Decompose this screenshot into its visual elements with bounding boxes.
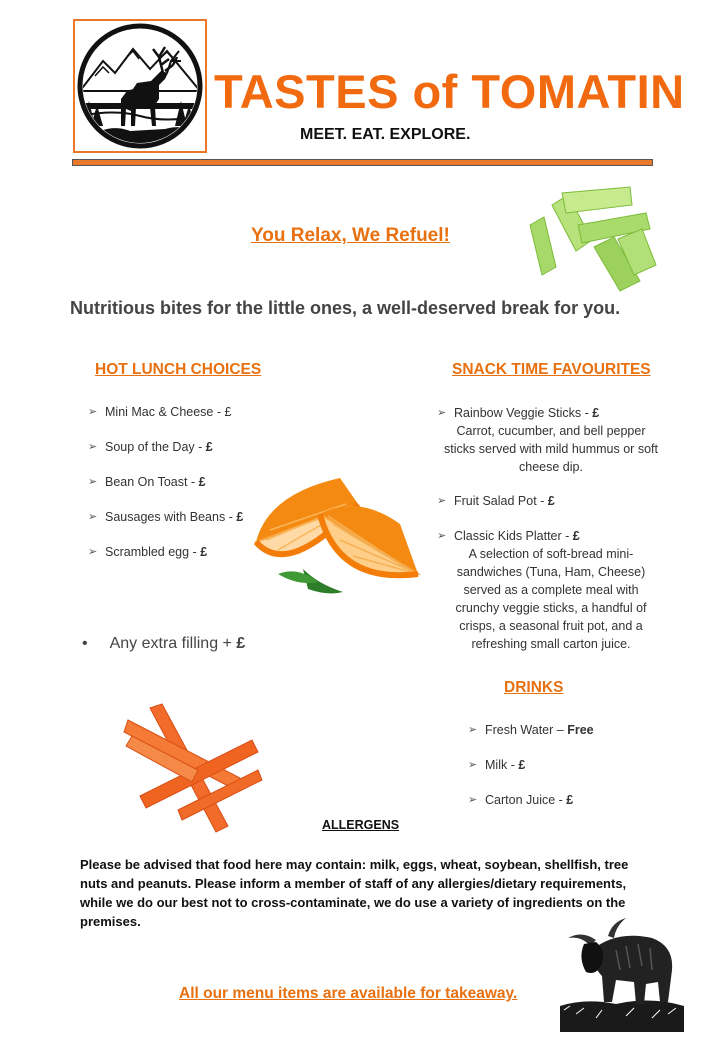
arrow-bullet-icon: ➢ — [88, 441, 98, 453]
brand-title: TASTES of TOMATIN — [214, 65, 685, 118]
arrow-bullet-icon: ➢ — [468, 759, 478, 771]
list-item: ➢ Milk - £ — [468, 758, 526, 772]
arrow-bullet-icon: ➢ — [437, 495, 447, 507]
allergens-heading: ALLERGENS — [322, 818, 400, 832]
header-divider — [72, 159, 653, 166]
snack-item: ➢ Classic Kids Platter - £ A selection of soft-bread mini-sandwiches (Tuna, Ham, Cheese) served as a complete meal with crunchy veggie sticks, a handful of crisps, a seasonal fruit pot, and a refreshing small carton juice. — [437, 527, 659, 653]
carrot-sticks-image — [118, 700, 268, 840]
bullet-dot-icon: • — [82, 635, 88, 652]
snack-description: A selection of soft-bread mini-sandwiches (Tuna, Ham, Cheese) served as a complete meal with crunchy veggie sticks, a handful of crisps, a seasonal fruit pot, and a refreshing small carton juice. — [455, 547, 647, 651]
list-item: ➢ Mini Mac & Cheese - £ — [88, 405, 232, 419]
list-item: ➢ Carton Juice - £ — [468, 793, 574, 807]
intro-subline: Nutritious bites for the little ones, a well-deserved break for you. — [70, 298, 621, 318]
arrow-bullet-icon: ➢ — [88, 546, 98, 558]
list-item: ➢ Soup of the Day - £ — [88, 440, 213, 454]
celery-image — [522, 185, 662, 300]
snack-description: Carrot, cucumber, and bell pepper sticks served with mild hummus or soft cheese dip. — [444, 424, 658, 474]
stag-mountain-logo-icon — [75, 21, 205, 151]
extra-filling: • Any extra filling + £ — [82, 635, 246, 652]
allergens-text: Please be advised that food here may contain: milk, eggs, wheat, soybean, shellfish, tree nuts and peanuts. Please inform a member of staff of any allergies/dietary requirements, while we do our best not to cross-contaminate, we do use a variety of ingredients on the premises. — [80, 857, 629, 929]
list-item: ➢ Sausages with Beans - £ — [88, 510, 244, 524]
list-item: ➢ Bean On Toast - £ — [88, 475, 206, 489]
arrow-bullet-icon: ➢ — [88, 406, 98, 418]
arrow-bullet-icon: ➢ — [437, 407, 447, 419]
takeaway-notice: All our menu items are available for takeaway. — [179, 985, 518, 1002]
arrow-bullet-icon: ➢ — [468, 794, 478, 806]
intro-headline: You Relax, We Refuel! — [251, 225, 450, 246]
snack-item: ➢ Rainbow Veggie Sticks - £ Carrot, cucumber, and bell pepper sticks served with mild hummus or soft cheese dip. — [437, 406, 658, 474]
list-item: ➢ Scrambled egg - £ — [88, 545, 208, 559]
arrow-bullet-icon: ➢ — [88, 511, 98, 523]
drinks-heading: DRINKS — [504, 679, 564, 696]
arrow-bullet-icon: ➢ — [437, 530, 447, 542]
drinks-list — [468, 723, 594, 828]
arrow-bullet-icon: ➢ — [88, 476, 98, 488]
orange-slices-image — [248, 474, 433, 599]
highland-cow-image — [556, 910, 688, 1032]
brand-tagline: MEET. EAT. EXPLORE. — [300, 126, 471, 143]
hot-lunch-heading: HOT LUNCH CHOICES — [95, 361, 262, 378]
list-item: ➢ Fresh Water – Free — [468, 723, 594, 737]
arrow-bullet-icon: ➢ — [468, 724, 478, 736]
snack-item: ➢ Fruit Salad Pot - £ — [437, 494, 555, 508]
logo — [73, 19, 207, 153]
snacks-heading: SNACK TIME FAVOURITES — [452, 361, 651, 378]
hot-lunch-list — [88, 405, 243, 580]
